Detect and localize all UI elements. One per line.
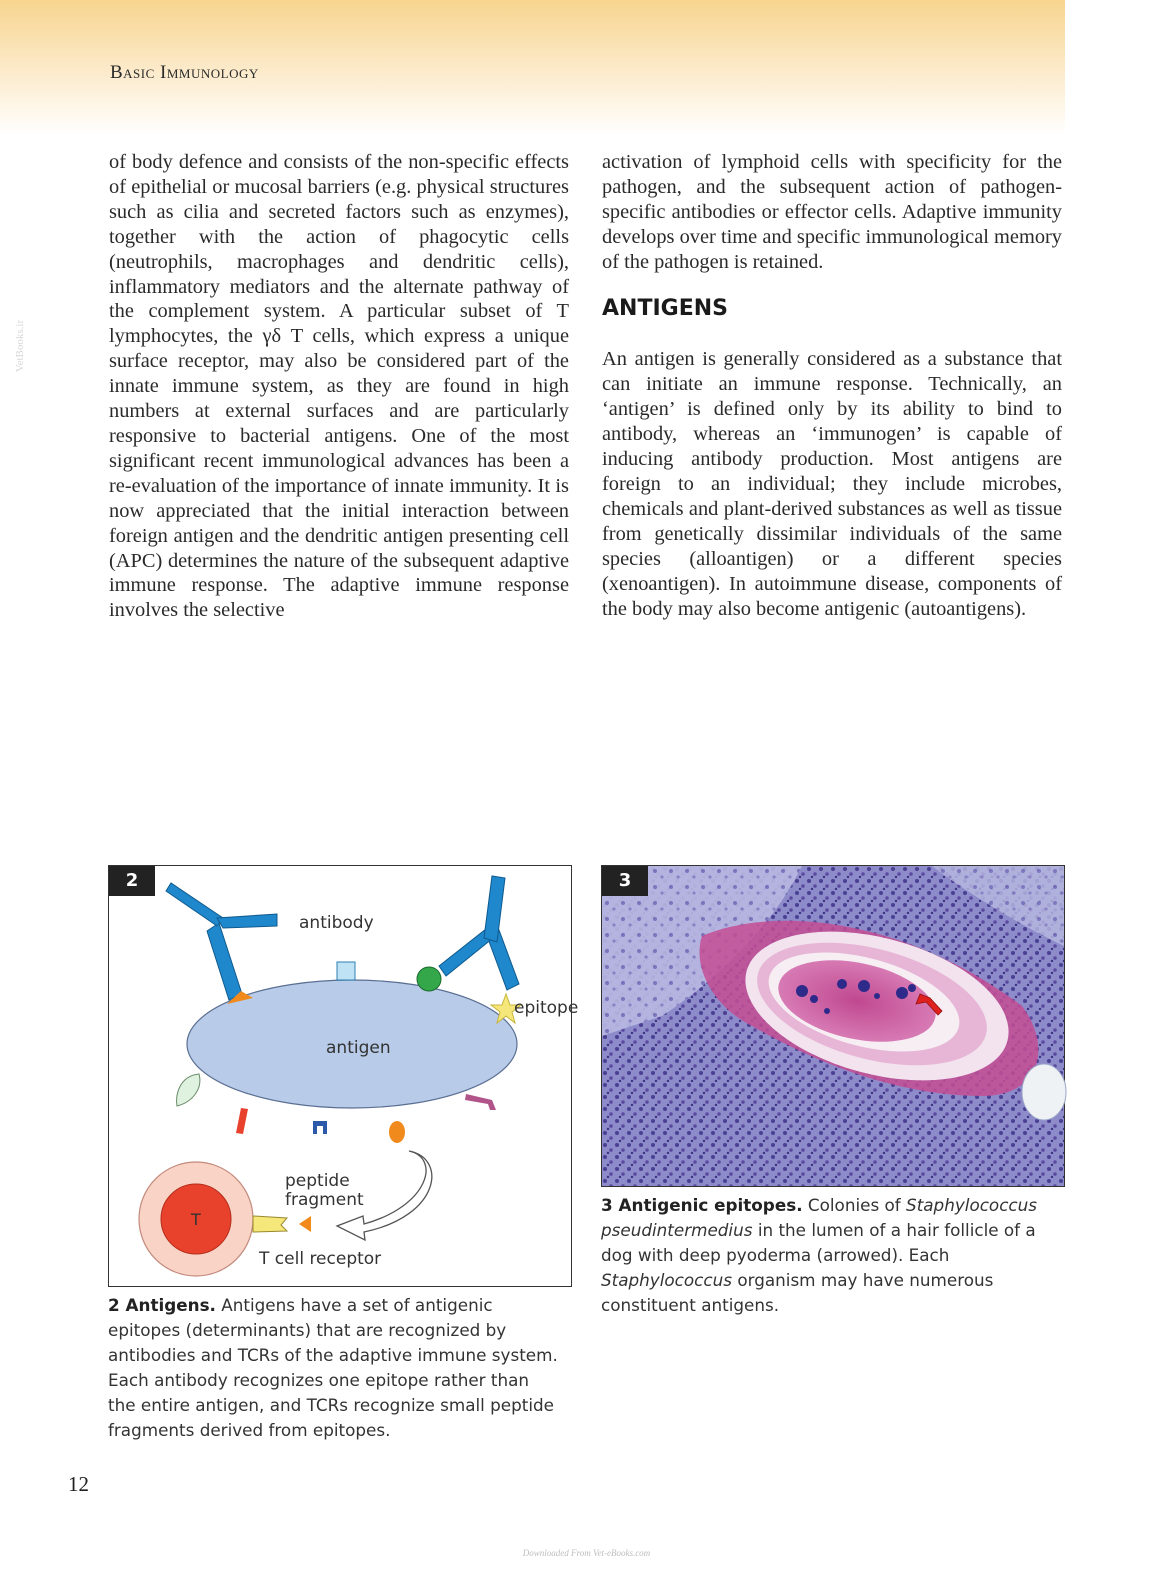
right-column-text-1: activation of lymphoid cells with specificity for the pathogen, and the subsequent action of pathogen-specific antibodies or effector cells. Adaptive immunity develops over time and specific immunological memory of the pathogen is retained. (602, 151, 1062, 273)
epitope-oval (389, 1121, 405, 1143)
peptide-fragment (299, 1216, 311, 1232)
figure-3-micrograph (601, 865, 1065, 1187)
figure-3-number: 3 (602, 866, 648, 896)
page-number: 12 (68, 1472, 89, 1496)
section-heading-antigens: ANTIGENS (602, 295, 728, 321)
label-epitope: epitope (514, 998, 579, 1018)
label-t-cell-receptor: T cell receptor (259, 1249, 382, 1269)
epitope-leaf (177, 1074, 200, 1106)
epitope-bar-red (236, 1108, 248, 1134)
figure-2-caption-text: Antigens have a set of antigenic epitopes (determinants) that are recognized by antibodies and TCRs of the adaptive immune system. Each antibody recognizes one epitope rather than the entire antigen, and TCRs recognize small peptide fragments derived from epitopes. (108, 1295, 558, 1440)
antigen-diagram (109, 866, 579, 1286)
t-cell-receptor (253, 1216, 287, 1232)
label-antibody: antibody (299, 913, 374, 933)
figure-3-caption (601, 1193, 1063, 1318)
figure-3-caption-text-1: Colonies of (802, 1195, 907, 1215)
right-column-text-2: An antigen is generally considered as a substance that can initiate an immune response. Technically, an ‘antigen’ is defined only by its ability to bind to antibody, whereas an ‘immunogen’ is capable of inducing antibody production. Most antigens are foreign to an individual; they include microbes, chemicals and plant-derived substances as well as tissue from genetically dissimilar individuals of the same species (alloantigen) or a different species (xenoantigen). In autoimmune disease, components of the body may also become antigenic (autoantigens). (602, 348, 1062, 620)
left-column-text: of body defence and consists of the non-specific effects of epithelial or mucosal barriers (e.g. physical structures such as cilia and secreted factors such as enzymes), together with the action of phagocytic cells (neutrophils, macrophages and dendritic cells), inflammatory mediators and the alternate pathway of the complement system. A particular subset of T lymphocytes, the γδ T cells, which express a unique surface receptor, may also be considered part of the innate immune system, as they are found in high numbers at external surfaces and are particularly responsive to bacterial antigens. One of the most significant recent immunological advances has been a re-evaluation of the importance of innate immunity. It is now appreciated that the initial interaction between foreign antigen and the dendritic antigen presenting cell (APC) determines the nature of the subsequent adaptive immune response. The adaptive immune response involves the selective (109, 151, 569, 622)
epitope-hook (465, 1094, 496, 1110)
figure-3-caption-italic-1: Staphylococcus pseudintermedius (601, 1195, 1038, 1240)
label-peptide: peptide (285, 1171, 350, 1191)
epitope-circle (417, 967, 441, 991)
antibody-right (439, 876, 519, 990)
antibody-left (166, 883, 277, 1000)
running-head: Basic Immunology (110, 62, 259, 83)
histology-image (602, 866, 1064, 1186)
right-column (602, 150, 1062, 621)
epitope-square (337, 962, 355, 980)
footer-watermark: Downloaded From Vet-eBooks.com (522, 1548, 651, 1558)
figure-2-number: 2 (109, 866, 155, 896)
label-t: T (191, 1210, 201, 1229)
figure-2-caption-title: 2 Antigens. (108, 1295, 216, 1315)
label-fragment: fragment (285, 1190, 364, 1210)
left-column (109, 150, 569, 623)
side-watermark: VetBooks.ir (14, 319, 27, 373)
figure-3-caption-text-3: organism may have numerous constituent antigens. (601, 1270, 994, 1315)
figure-3-caption-italic-2: Staphylococcus (601, 1270, 732, 1290)
figure-3-caption-title: 3 Antigenic epitopes. (601, 1195, 803, 1215)
label-antigen: antigen (326, 1038, 391, 1058)
figure-2-caption (108, 1293, 558, 1443)
figure-2-diagram (108, 865, 579, 1287)
epitope-bracket (313, 1121, 327, 1134)
figure-3-caption-text-2: in the lumen of a hair follicle of a dog with deep pyoderma (arrowed). Each (601, 1220, 1036, 1265)
